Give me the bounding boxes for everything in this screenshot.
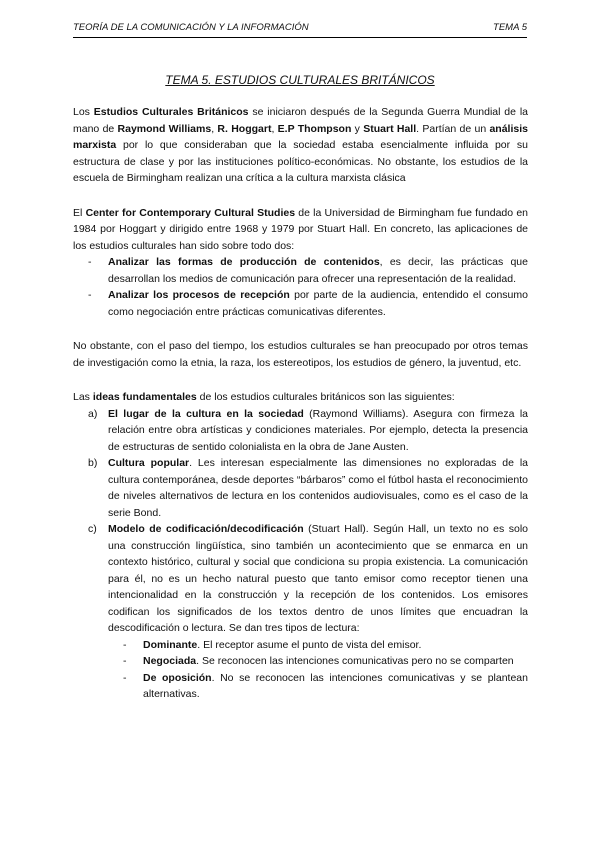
page-title: TEMA 5. ESTUDIOS CULTURALES BRITÁNICOS: [165, 73, 435, 87]
paragraph-topics: No obstante, con el paso del tiempo, los estudios culturales se han preocupado por otros temas de investigación como la etnia, la raza, los estereotipos, los estudios de género, la juventud, etc.: [73, 340, 528, 369]
header-course: TEORÍA DE LA COMUNICACIÓN Y LA INFORMACIÓN: [73, 22, 309, 33]
paragraph-birmingham: El Center for Contemporary Cultural Studies de la Universidad de Birmingham fue fundado en 1984 por Hoggart y dirigido entre 1968 y 1979 por Stuart Hall. En concreto, las aplicaciones de los estudios culturales han sido sobre todo dos:: [73, 206, 529, 252]
applications-list: [73, 254, 528, 320]
list-item: a) El lugar de la cultura en la sociedad (Raymond Williams). Asegura con firmeza la relación entre obra artísticas y condiciones materiales. Por ejemplo, detecta la presencia de estructuras de sentido colonialista en la obra de Jane Austen.: [88, 407, 528, 453]
ideas-list: [73, 406, 528, 637]
list-item: - Negociada. Se reconocen las intenciones comunicativas pero no se comparten: [123, 655, 514, 667]
reading-types-list: [73, 637, 528, 703]
header-rule: [73, 37, 527, 38]
paragraph-intro: Los Estudios Culturales Británicos se iniciaron después de la Segunda Guerra Mundial de la mano de Raymond Williams, R. Hoggart, E.P Thompson y Stuart Hall. Partían de un análisis marxista por lo que consideraban que la sociedad estaba esencialmente influida por su estructura de clase y por las instituciones político-económicas. No obstante, los estudios de la escuela de Birmingham realizan una crítica a la cultura marxista clásica: [73, 106, 528, 184]
list-item: - Analizar los procesos de recepción por parte de la audiencia, entendido el consumo como negociación entre prácticas comunicativas diferentes.: [88, 289, 528, 318]
header-chapter: TEMA 5: [493, 22, 527, 33]
list-item: - Analizar las formas de producción de contenidos, es decir, las prácticas que desarrollan los medios de comunicación para ofrecer una representación de la realidad.: [88, 256, 528, 285]
list-item: - Dominante. El receptor asume el punto de vista del emisor.: [123, 638, 422, 651]
document-body: [73, 104, 528, 703]
list-item: b) Cultura popular. Les interesan especialmente las dimensiones no exploradas de la cultura contemporánea, desde deportes “bárbaros” como el fútbol hasta el reconocimiento de niveles alternativos de lectura en los contenidos audiovisuales, como es el caso de la serie Bond.: [88, 457, 528, 519]
list-item: c) Modelo de codificación/decodificación (Stuart Hall). Según Hall, un texto no es solo una construcción lingüística, sino también un acontecimiento que se enmarca en un contexto histórico, cultural y social que condiciona su propia existencia. La comunicación para él, no es un hecho natural puesto que tanto emisor como receptor tienen una intencionalidad en la construcción y la recepción de los contenidos. Los emisores codifican los significados de los textos dentro de unos límites que encuadran la descodificación o lectura. Se dan tres tipos de lectura:: [88, 523, 528, 634]
running-header: [73, 20, 527, 37]
paragraph-ideas: Las ideas fundamentales de los estudios culturales británicos son las siguientes:: [73, 391, 455, 403]
list-item: - De oposición. No se reconocen las intenciones comunicativas y se plantean alternativas.: [123, 671, 528, 700]
